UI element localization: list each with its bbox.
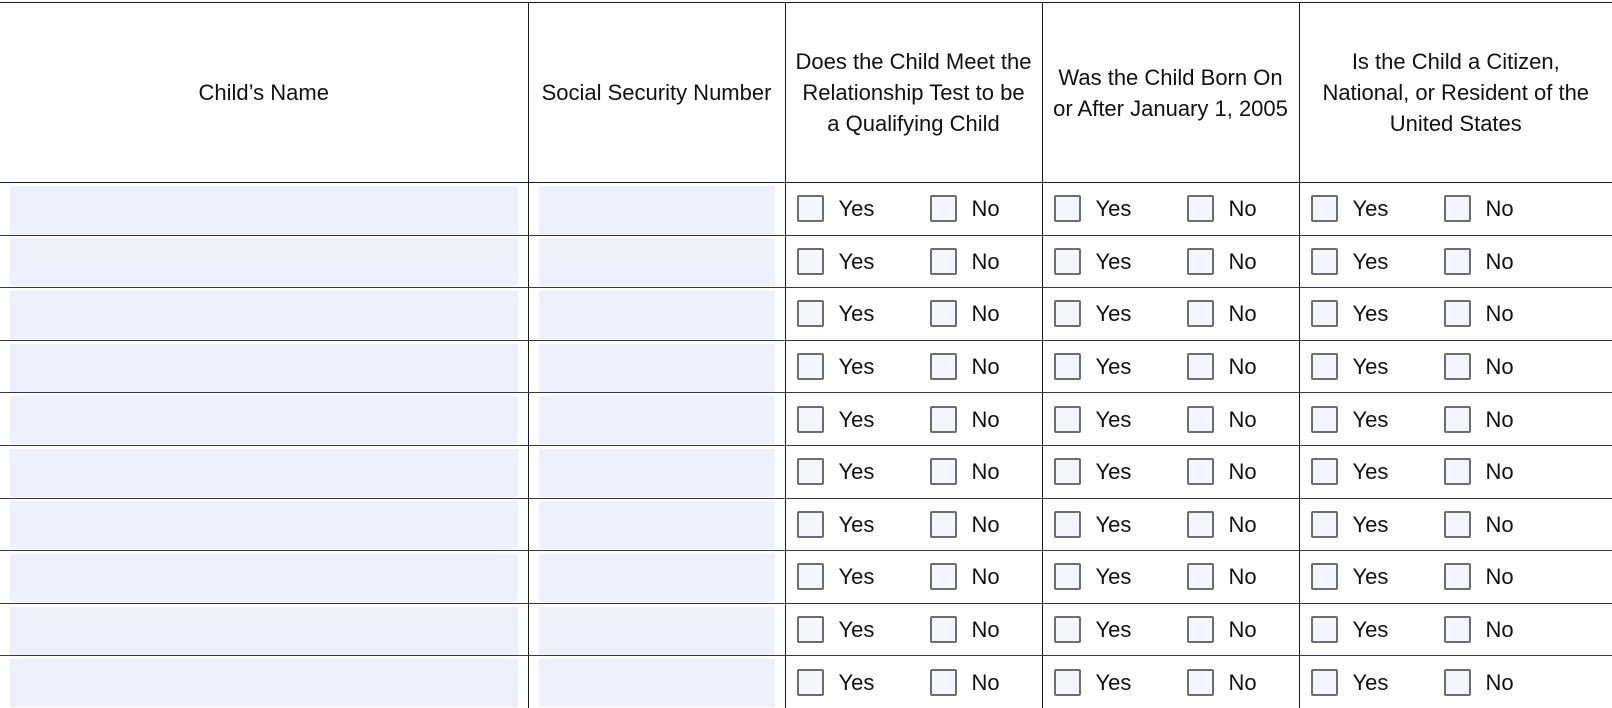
citizen-resident-yes-option[interactable] [1311,563,1444,590]
born-after-2005-yes-checkbox[interactable] [1054,248,1081,275]
born-after-2005-cell [1042,235,1299,288]
relationship-test-cell [785,288,1042,341]
citizen-resident-no-option[interactable] [1444,353,1514,380]
born-after-2005-cell [1042,603,1299,656]
yes-label: Yes [1095,669,1132,695]
header-row [0,3,1612,183]
born-after-2005-yes-checkbox[interactable] [1054,195,1081,222]
children-table [0,2,1612,708]
citizen-resident-yes-option[interactable] [1311,511,1444,538]
no-label: No [1228,196,1257,222]
relationship-test-yes-checkbox[interactable] [797,669,824,696]
citizen-resident-yes-checkbox[interactable] [1311,195,1338,222]
yes-label: Yes [1352,354,1389,380]
citizen-resident-yes-option[interactable] [1311,353,1444,380]
relationship-test-yes-option[interactable] [797,616,930,643]
yes-label: Yes [1352,248,1389,274]
citizen-resident-cell [1299,235,1612,288]
born-after-2005-no-checkbox[interactable] [1187,616,1214,643]
citizen-resident-no-checkbox[interactable] [1444,353,1471,380]
born-after-2005-cell [1042,288,1299,341]
header-relationship-test: Does the Child Meet the Relationship Test to be a Qualifying Child [785,3,1042,183]
citizen-resident-no-option[interactable] [1444,195,1514,222]
no-label: No [1485,617,1514,643]
born-after-2005-yes-option[interactable] [1054,248,1187,275]
yes-label: Yes [1095,196,1132,222]
relationship-test-no-option[interactable] [930,353,1000,380]
relationship-test-no-checkbox[interactable] [930,300,957,327]
born-after-2005-yes-option[interactable] [1054,511,1187,538]
table-row [0,393,1612,446]
citizen-resident-cell [1299,603,1612,656]
no-label: No [1485,196,1514,222]
no-label: No [971,248,1000,274]
relationship-test-yes-option[interactable] [797,248,930,275]
born-after-2005-yes-option[interactable] [1054,406,1187,433]
citizen-resident-yes-checkbox[interactable] [1311,458,1338,485]
no-label: No [1228,354,1257,380]
relationship-test-no-option[interactable] [930,195,1000,222]
citizen-resident-no-option[interactable] [1444,563,1514,590]
yes-label: Yes [1095,459,1132,485]
yes-label: Yes [838,301,875,327]
citizen-resident-cell [1299,183,1612,236]
born-after-2005-no-checkbox[interactable] [1187,669,1214,696]
citizen-resident-yes-option[interactable] [1311,406,1444,433]
no-label: No [1485,248,1514,274]
born-after-2005-yes-option[interactable] [1054,353,1187,380]
relationship-test-yes-option[interactable] [797,300,930,327]
born-after-2005-yes-option[interactable] [1054,458,1187,485]
relationship-test-yes-option[interactable] [797,563,930,590]
childs-name-input[interactable] [10,186,518,234]
born-after-2005-no-option[interactable] [1187,458,1257,485]
born-after-2005-yes-checkbox[interactable] [1054,669,1081,696]
born-after-2005-no-checkbox[interactable] [1187,300,1214,327]
childs-name-cell [0,656,528,708]
born-after-2005-no-checkbox[interactable] [1187,511,1214,538]
born-after-2005-no-option[interactable] [1187,406,1257,433]
citizen-resident-cell [1299,340,1612,393]
no-label: No [1228,248,1257,274]
yes-label: Yes [838,354,875,380]
no-label: No [1485,301,1514,327]
childs-name-cell [0,603,528,656]
relationship-test-no-checkbox[interactable] [930,563,957,590]
yes-label: Yes [1352,301,1389,327]
childs-name-input[interactable] [10,238,518,286]
no-label: No [971,669,1000,695]
yes-label: Yes [838,617,875,643]
born-after-2005-yes-checkbox[interactable] [1054,458,1081,485]
no-label: No [971,564,1000,590]
no-label: No [1228,511,1257,537]
childs-name-cell [0,498,528,551]
no-label: No [971,354,1000,380]
born-after-2005-cell [1042,498,1299,551]
citizen-resident-yes-option[interactable] [1311,300,1444,327]
citizen-resident-no-checkbox[interactable] [1444,300,1471,327]
table-row [0,445,1612,498]
citizen-resident-no-checkbox[interactable] [1444,669,1471,696]
no-label: No [971,196,1000,222]
childs-name-cell [0,183,528,236]
citizen-resident-yes-option[interactable] [1311,248,1444,275]
born-after-2005-yes-checkbox[interactable] [1054,563,1081,590]
header-born-after-2005: Was the Child Born On or After January 1, 2005 [1042,3,1299,183]
childs-name-input[interactable] [10,449,518,497]
born-after-2005-no-checkbox[interactable] [1187,458,1214,485]
born-after-2005-cell [1042,656,1299,708]
relationship-test-yes-option[interactable] [797,669,930,696]
relationship-test-no-option[interactable] [930,248,1000,275]
relationship-test-yes-option[interactable] [797,406,930,433]
childs-name-input[interactable] [10,607,518,655]
ssn-cell [528,235,785,288]
relationship-test-yes-checkbox[interactable] [797,353,824,380]
table-row [0,235,1612,288]
relationship-test-yes-option[interactable] [797,195,930,222]
yes-label: Yes [838,459,875,485]
ssn-cell [528,288,785,341]
relationship-test-yes-checkbox[interactable] [797,195,824,222]
yes-label: Yes [1095,354,1132,380]
relationship-test-yes-checkbox[interactable] [797,511,824,538]
citizen-resident-no-checkbox[interactable] [1444,248,1471,275]
born-after-2005-yes-option[interactable] [1054,300,1187,327]
citizen-resident-yes-checkbox[interactable] [1311,563,1338,590]
yes-label: Yes [838,196,875,222]
relationship-test-no-checkbox[interactable] [930,458,957,485]
born-after-2005-yes-checkbox[interactable] [1054,353,1081,380]
childs-name-input[interactable] [10,554,518,602]
born-after-2005-no-checkbox[interactable] [1187,563,1214,590]
born-after-2005-no-option[interactable] [1187,669,1257,696]
born-after-2005-yes-checkbox[interactable] [1054,300,1081,327]
ssn-input[interactable] [539,607,775,655]
citizen-resident-cell [1299,551,1612,604]
yes-label: Yes [838,248,875,274]
no-label: No [1485,669,1514,695]
relationship-test-no-checkbox[interactable] [930,248,957,275]
ssn-input[interactable] [539,501,775,549]
childs-name-cell [0,340,528,393]
born-after-2005-no-checkbox[interactable] [1187,406,1214,433]
citizen-resident-no-option[interactable] [1444,406,1514,433]
childs-name-cell [0,393,528,446]
no-label: No [971,511,1000,537]
citizen-resident-no-checkbox[interactable] [1444,616,1471,643]
no-label: No [1485,406,1514,432]
citizen-resident-yes-checkbox[interactable] [1311,406,1338,433]
citizen-resident-cell [1299,393,1612,446]
childs-name-cell [0,288,528,341]
relationship-test-no-option[interactable] [930,458,1000,485]
table-row [0,340,1612,393]
yes-label: Yes [1352,564,1389,590]
yes-label: Yes [838,564,875,590]
ssn-cell [528,551,785,604]
relationship-test-cell [785,498,1042,551]
relationship-test-cell [785,445,1042,498]
born-after-2005-cell [1042,445,1299,498]
born-after-2005-no-option[interactable] [1187,563,1257,590]
citizen-resident-yes-checkbox[interactable] [1311,511,1338,538]
relationship-test-yes-checkbox[interactable] [797,616,824,643]
yes-label: Yes [838,669,875,695]
table-row [0,498,1612,551]
yes-label: Yes [1095,406,1132,432]
yes-label: Yes [1352,511,1389,537]
relationship-test-cell [785,393,1042,446]
relationship-test-yes-checkbox[interactable] [797,300,824,327]
relationship-test-no-option[interactable] [930,300,1000,327]
no-label: No [971,459,1000,485]
yes-label: Yes [1095,511,1132,537]
no-label: No [1485,511,1514,537]
ssn-cell [528,183,785,236]
ssn-input[interactable] [539,554,775,602]
ssn-input[interactable] [539,449,775,497]
relationship-test-no-option[interactable] [930,669,1000,696]
citizen-resident-no-option[interactable] [1444,616,1514,643]
relationship-test-yes-option[interactable] [797,353,930,380]
citizen-resident-cell [1299,445,1612,498]
relationship-test-no-checkbox[interactable] [930,406,957,433]
born-after-2005-yes-checkbox[interactable] [1054,511,1081,538]
table-row [0,288,1612,341]
citizen-resident-yes-option[interactable] [1311,616,1444,643]
relationship-test-no-checkbox[interactable] [930,353,957,380]
citizen-resident-yes-checkbox[interactable] [1311,353,1338,380]
relationship-test-no-checkbox[interactable] [930,669,957,696]
relationship-test-cell [785,340,1042,393]
childs-name-cell [0,551,528,604]
relationship-test-no-option[interactable] [930,563,1000,590]
childs-name-input[interactable] [10,396,518,444]
yes-label: Yes [838,511,875,537]
citizen-resident-no-checkbox[interactable] [1444,563,1471,590]
relationship-test-yes-checkbox[interactable] [797,406,824,433]
ssn-cell [528,445,785,498]
no-label: No [1228,617,1257,643]
ssn-cell [528,603,785,656]
born-after-2005-no-option[interactable] [1187,511,1257,538]
relationship-test-yes-option[interactable] [797,458,930,485]
relationship-test-no-option[interactable] [930,511,1000,538]
citizen-resident-no-option[interactable] [1444,300,1514,327]
childs-name-input[interactable] [10,501,518,549]
relationship-test-yes-checkbox[interactable] [797,458,824,485]
yes-label: Yes [838,406,875,432]
childs-name-cell [0,445,528,498]
citizen-resident-no-checkbox[interactable] [1444,406,1471,433]
no-label: No [1228,459,1257,485]
table-row [0,603,1612,656]
yes-label: Yes [1352,617,1389,643]
born-after-2005-yes-option[interactable] [1054,616,1187,643]
born-after-2005-no-checkbox[interactable] [1187,353,1214,380]
relationship-test-yes-option[interactable] [797,511,930,538]
relationship-test-no-checkbox[interactable] [930,616,957,643]
ssn-input[interactable] [539,344,775,392]
ssn-input[interactable] [539,186,775,234]
childs-name-input[interactable] [10,344,518,392]
childs-name-cell [0,235,528,288]
citizen-resident-no-option[interactable] [1444,458,1514,485]
yes-label: Yes [1352,406,1389,432]
no-label: No [1228,564,1257,590]
born-after-2005-yes-option[interactable] [1054,195,1187,222]
relationship-test-cell [785,603,1042,656]
ssn-cell [528,498,785,551]
yes-label: Yes [1095,564,1132,590]
citizen-resident-no-checkbox[interactable] [1444,511,1471,538]
ssn-input[interactable] [539,659,775,707]
header-childs-name: Child’s Name [0,3,528,183]
ssn-cell [528,656,785,708]
yes-label: Yes [1095,248,1132,274]
header-citizen-resident: Is the Child a Citizen, National, or Resident of the United States [1299,3,1612,183]
born-after-2005-no-checkbox[interactable] [1187,195,1214,222]
relationship-test-no-checkbox[interactable] [930,195,957,222]
born-after-2005-yes-option[interactable] [1054,669,1187,696]
yes-label: Yes [1095,301,1132,327]
citizen-resident-no-checkbox[interactable] [1444,458,1471,485]
relationship-test-yes-checkbox[interactable] [797,248,824,275]
born-after-2005-cell [1042,393,1299,446]
relationship-test-no-checkbox[interactable] [930,511,957,538]
born-after-2005-no-option[interactable] [1187,248,1257,275]
relationship-test-cell [785,183,1042,236]
header-ssn: Social Security Number [528,3,785,183]
citizen-resident-cell [1299,288,1612,341]
relationship-test-cell [785,551,1042,604]
table-row [0,656,1612,708]
yes-label: Yes [1095,617,1132,643]
relationship-test-cell [785,235,1042,288]
childs-name-input[interactable] [10,291,518,339]
no-label: No [1485,354,1514,380]
table-row [0,183,1612,236]
born-after-2005-no-option[interactable] [1187,616,1257,643]
yes-label: Yes [1352,669,1389,695]
citizen-resident-yes-checkbox[interactable] [1311,248,1338,275]
ssn-input[interactable] [539,396,775,444]
no-label: No [1485,564,1514,590]
citizen-resident-no-checkbox[interactable] [1444,195,1471,222]
born-after-2005-cell [1042,551,1299,604]
born-after-2005-no-checkbox[interactable] [1187,248,1214,275]
no-label: No [971,301,1000,327]
born-after-2005-cell [1042,340,1299,393]
citizen-resident-cell [1299,498,1612,551]
citizen-resident-yes-checkbox[interactable] [1311,669,1338,696]
ssn-input[interactable] [539,291,775,339]
citizen-resident-yes-checkbox[interactable] [1311,300,1338,327]
citizen-resident-yes-option[interactable] [1311,669,1444,696]
yes-label: Yes [1352,459,1389,485]
citizen-resident-no-option[interactable] [1444,669,1514,696]
no-label: No [971,406,1000,432]
born-after-2005-yes-checkbox[interactable] [1054,616,1081,643]
relationship-test-no-option[interactable] [930,406,1000,433]
relationship-test-no-option[interactable] [930,616,1000,643]
no-label: No [1228,669,1257,695]
ssn-input[interactable] [539,238,775,286]
born-after-2005-no-option[interactable] [1187,300,1257,327]
born-after-2005-no-option[interactable] [1187,195,1257,222]
ssn-cell [528,393,785,446]
table-row [0,551,1612,604]
citizen-resident-no-option[interactable] [1444,511,1514,538]
ssn-cell [528,340,785,393]
yes-label: Yes [1352,196,1389,222]
born-after-2005-yes-option[interactable] [1054,563,1187,590]
citizen-resident-no-option[interactable] [1444,248,1514,275]
born-after-2005-cell [1042,183,1299,236]
citizen-resident-yes-option[interactable] [1311,195,1444,222]
relationship-test-yes-checkbox[interactable] [797,563,824,590]
citizen-resident-yes-option[interactable] [1311,458,1444,485]
citizen-resident-yes-checkbox[interactable] [1311,616,1338,643]
no-label: No [971,617,1000,643]
childs-name-input[interactable] [10,659,518,707]
no-label: No [1485,459,1514,485]
born-after-2005-no-option[interactable] [1187,353,1257,380]
citizen-resident-cell [1299,656,1612,708]
no-label: No [1228,301,1257,327]
relationship-test-cell [785,656,1042,708]
born-after-2005-yes-checkbox[interactable] [1054,406,1081,433]
no-label: No [1228,406,1257,432]
